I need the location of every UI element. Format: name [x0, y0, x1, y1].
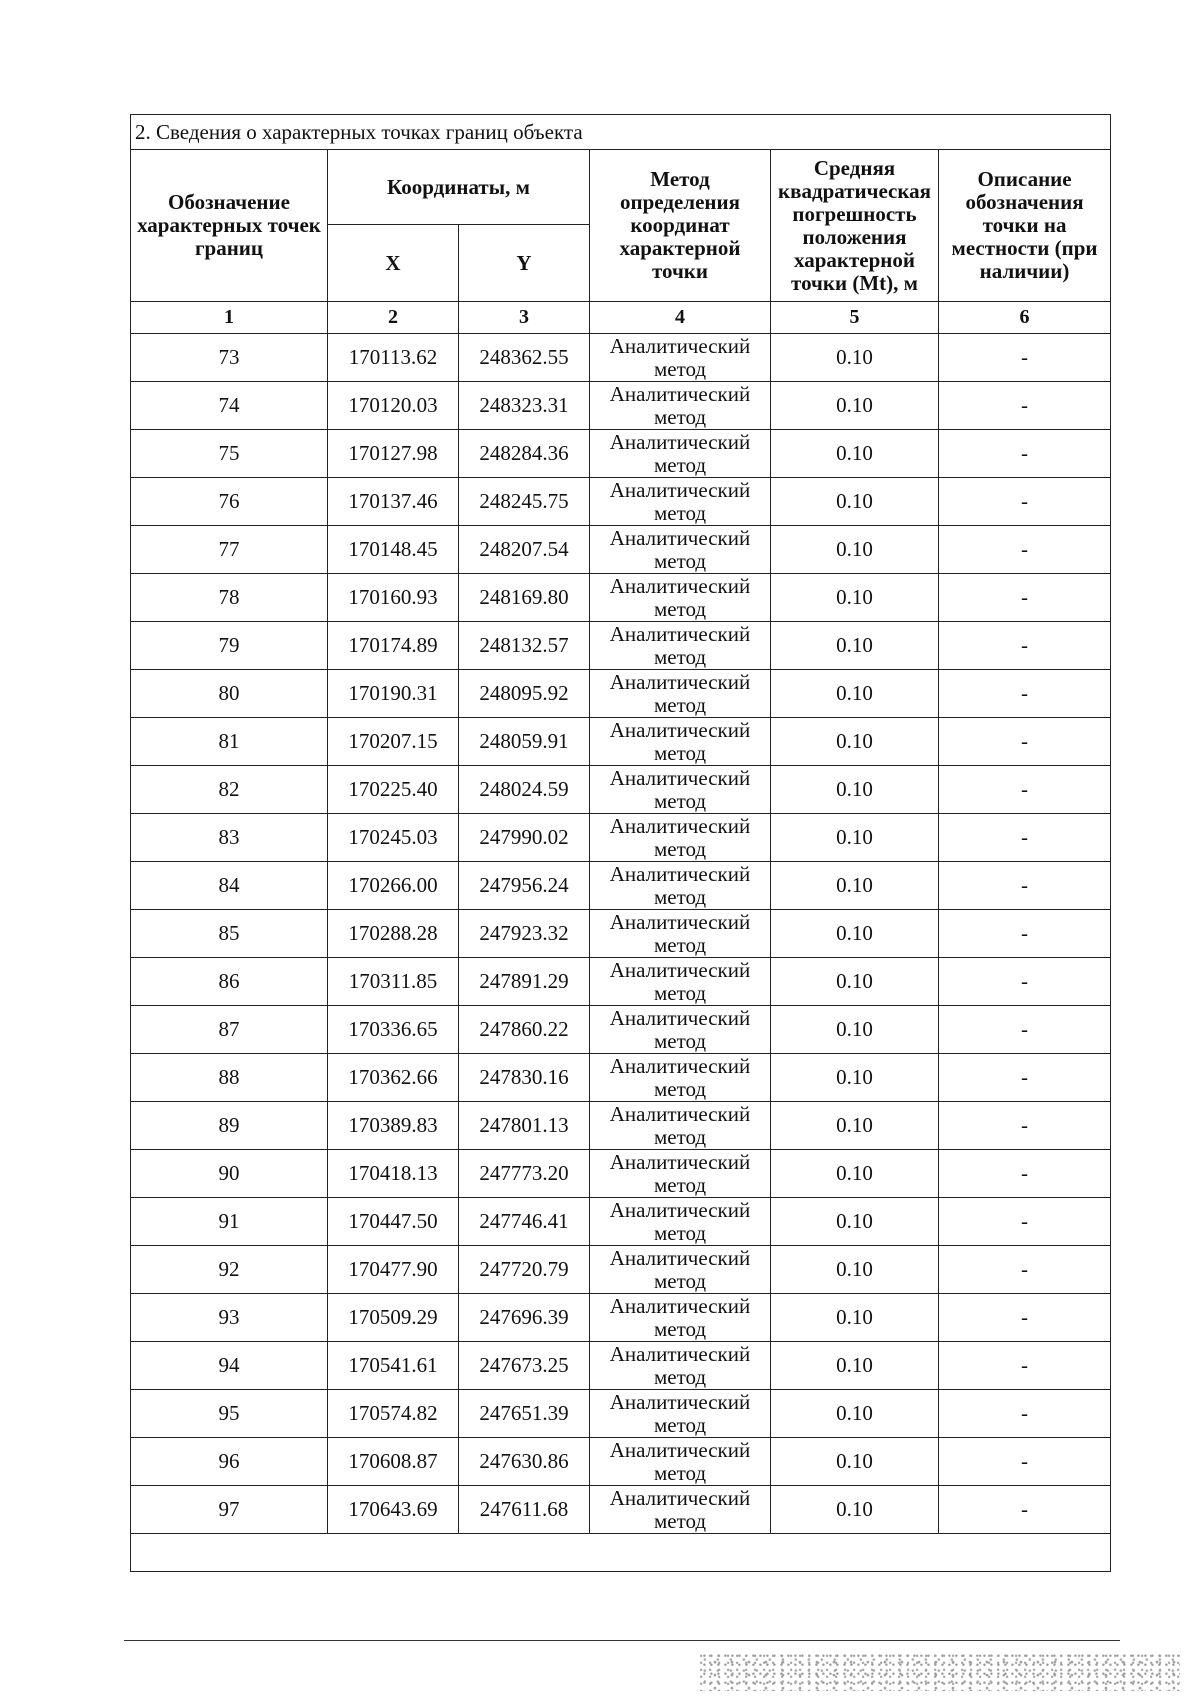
error-cell: 0.10 — [771, 382, 939, 430]
description-cell: - — [939, 478, 1111, 526]
x-cell: 170190.31 — [328, 670, 459, 718]
table-row — [131, 1150, 1111, 1198]
point-cell: 80 — [131, 670, 328, 718]
point-cell: 74 — [131, 382, 328, 430]
error-cell: 0.10 — [771, 430, 939, 478]
table-row — [131, 1006, 1111, 1054]
error-cell: 0.10 — [771, 1486, 939, 1534]
description-cell: - — [939, 1150, 1111, 1198]
header-y: Y — [459, 225, 590, 302]
x-cell: 170477.90 — [328, 1246, 459, 1294]
method-cell: Аналитический метод — [590, 430, 771, 478]
method-cell: Аналитический метод — [590, 1150, 771, 1198]
y-cell: 247746.41 — [459, 1198, 590, 1246]
document-sheet — [130, 114, 1110, 1572]
method-cell: Аналитический метод — [590, 526, 771, 574]
table-row — [131, 574, 1111, 622]
table-row — [131, 766, 1111, 814]
point-cell: 91 — [131, 1198, 328, 1246]
y-cell: 248059.91 — [459, 718, 590, 766]
table-row — [131, 1102, 1111, 1150]
column-number: 6 — [939, 302, 1111, 334]
point-cell: 92 — [131, 1246, 328, 1294]
y-cell: 247773.20 — [459, 1150, 590, 1198]
method-cell: Аналитический метод — [590, 1054, 771, 1102]
point-cell: 84 — [131, 862, 328, 910]
y-cell: 248024.59 — [459, 766, 590, 814]
footer-rule — [124, 1640, 1120, 1641]
point-cell: 88 — [131, 1054, 328, 1102]
description-cell: - — [939, 1006, 1111, 1054]
header-row-top — [131, 150, 1111, 225]
y-cell: 248284.36 — [459, 430, 590, 478]
error-cell: 0.10 — [771, 766, 939, 814]
column-numbers-row — [131, 302, 1111, 334]
header-description: Описание обозначения точки на местности (при наличии) — [939, 150, 1111, 302]
column-number: 4 — [590, 302, 771, 334]
x-cell: 170418.13 — [328, 1150, 459, 1198]
error-cell: 0.10 — [771, 334, 939, 382]
error-cell: 0.10 — [771, 1246, 939, 1294]
method-cell: Аналитический метод — [590, 574, 771, 622]
point-cell: 87 — [131, 1006, 328, 1054]
x-cell: 170311.85 — [328, 958, 459, 1006]
point-cell: 81 — [131, 718, 328, 766]
x-cell: 170207.15 — [328, 718, 459, 766]
x-cell: 170120.03 — [328, 382, 459, 430]
x-cell: 170541.61 — [328, 1342, 459, 1390]
y-cell: 247720.79 — [459, 1246, 590, 1294]
description-cell: - — [939, 622, 1111, 670]
x-cell: 170225.40 — [328, 766, 459, 814]
table-row — [131, 430, 1111, 478]
table-row — [131, 334, 1111, 382]
point-cell: 75 — [131, 430, 328, 478]
y-cell: 247801.13 — [459, 1102, 590, 1150]
header-x: X — [328, 225, 459, 302]
error-cell: 0.10 — [771, 670, 939, 718]
point-cell: 96 — [131, 1438, 328, 1486]
x-cell: 170362.66 — [328, 1054, 459, 1102]
method-cell: Аналитический метод — [590, 622, 771, 670]
point-cell: 94 — [131, 1342, 328, 1390]
y-cell: 248323.31 — [459, 382, 590, 430]
description-cell: - — [939, 1102, 1111, 1150]
method-cell: Аналитический метод — [590, 1438, 771, 1486]
description-cell: - — [939, 670, 1111, 718]
point-cell: 83 — [131, 814, 328, 862]
header-method: Метод определения координат характерной точки — [590, 150, 771, 302]
error-cell: 0.10 — [771, 1054, 939, 1102]
header-designation: Обозначение характерных точек границ — [131, 150, 328, 302]
method-cell: Аналитический метод — [590, 1102, 771, 1150]
method-cell: Аналитический метод — [590, 1198, 771, 1246]
description-cell: - — [939, 1342, 1111, 1390]
description-cell: - — [939, 1054, 1111, 1102]
error-cell: 0.10 — [771, 910, 939, 958]
column-number: 2 — [328, 302, 459, 334]
error-cell: 0.10 — [771, 862, 939, 910]
x-cell: 170160.93 — [328, 574, 459, 622]
method-cell: Аналитический метод — [590, 814, 771, 862]
x-cell: 170245.03 — [328, 814, 459, 862]
y-cell: 247696.39 — [459, 1294, 590, 1342]
table-row — [131, 958, 1111, 1006]
header-coordinates: Координаты, м — [328, 150, 590, 225]
column-number: 5 — [771, 302, 939, 334]
x-cell: 170447.50 — [328, 1198, 459, 1246]
table-row — [131, 478, 1111, 526]
table-row — [131, 910, 1111, 958]
description-cell: - — [939, 430, 1111, 478]
method-cell: Аналитический метод — [590, 958, 771, 1006]
description-cell: - — [939, 1246, 1111, 1294]
method-cell: Аналитический метод — [590, 1294, 771, 1342]
description-cell: - — [939, 526, 1111, 574]
x-cell: 170174.89 — [328, 622, 459, 670]
x-cell: 170148.45 — [328, 526, 459, 574]
column-number: 3 — [459, 302, 590, 334]
table-row — [131, 526, 1111, 574]
point-cell: 82 — [131, 766, 328, 814]
description-cell: - — [939, 958, 1111, 1006]
x-cell: 170127.98 — [328, 430, 459, 478]
y-cell: 247923.32 — [459, 910, 590, 958]
error-cell: 0.10 — [771, 1198, 939, 1246]
y-cell: 247956.24 — [459, 862, 590, 910]
section-title-row — [131, 115, 1111, 150]
method-cell: Аналитический метод — [590, 1006, 771, 1054]
description-cell: - — [939, 1486, 1111, 1534]
error-cell: 0.10 — [771, 478, 939, 526]
empty-row — [131, 1534, 1111, 1572]
point-cell: 76 — [131, 478, 328, 526]
x-cell: 170336.65 — [328, 1006, 459, 1054]
description-cell: - — [939, 1198, 1111, 1246]
point-cell: 95 — [131, 1390, 328, 1438]
y-cell: 248207.54 — [459, 526, 590, 574]
point-cell: 77 — [131, 526, 328, 574]
method-cell: Аналитический метод — [590, 910, 771, 958]
y-cell: 247860.22 — [459, 1006, 590, 1054]
x-cell: 170113.62 — [328, 334, 459, 382]
scan-noise — [700, 1653, 1180, 1691]
error-cell: 0.10 — [771, 814, 939, 862]
error-cell: 0.10 — [771, 1102, 939, 1150]
description-cell: - — [939, 382, 1111, 430]
boundary-points-table — [130, 114, 1111, 1572]
method-cell: Аналитический метод — [590, 1342, 771, 1390]
error-cell: 0.10 — [771, 1294, 939, 1342]
table-row — [131, 670, 1111, 718]
description-cell: - — [939, 718, 1111, 766]
y-cell: 247891.29 — [459, 958, 590, 1006]
y-cell: 247630.86 — [459, 1438, 590, 1486]
method-cell: Аналитический метод — [590, 1246, 771, 1294]
y-cell: 248362.55 — [459, 334, 590, 382]
x-cell: 170137.46 — [328, 478, 459, 526]
x-cell: 170574.82 — [328, 1390, 459, 1438]
description-cell: - — [939, 574, 1111, 622]
x-cell: 170389.83 — [328, 1102, 459, 1150]
description-cell: - — [939, 910, 1111, 958]
table-row — [131, 1486, 1111, 1534]
method-cell: Аналитический метод — [590, 382, 771, 430]
method-cell: Аналитический метод — [590, 670, 771, 718]
error-cell: 0.10 — [771, 622, 939, 670]
header-error: Средняя квадратическая погрешность положения характерной точки (Mt), м — [771, 150, 939, 302]
method-cell: Аналитический метод — [590, 1486, 771, 1534]
point-cell: 73 — [131, 334, 328, 382]
table-row — [131, 1198, 1111, 1246]
section-title: 2. Сведения о характерных точках границ объекта — [131, 115, 1111, 150]
x-cell: 170266.00 — [328, 862, 459, 910]
x-cell: 170509.29 — [328, 1294, 459, 1342]
table-row — [131, 1342, 1111, 1390]
table-row — [131, 814, 1111, 862]
y-cell: 248095.92 — [459, 670, 590, 718]
table-row — [131, 718, 1111, 766]
point-cell: 85 — [131, 910, 328, 958]
y-cell: 247611.68 — [459, 1486, 590, 1534]
description-cell: - — [939, 334, 1111, 382]
error-cell: 0.10 — [771, 1342, 939, 1390]
point-cell: 97 — [131, 1486, 328, 1534]
description-cell: - — [939, 1438, 1111, 1486]
x-cell: 170608.87 — [328, 1438, 459, 1486]
point-cell: 93 — [131, 1294, 328, 1342]
error-cell: 0.10 — [771, 718, 939, 766]
method-cell: Аналитический метод — [590, 478, 771, 526]
point-cell: 79 — [131, 622, 328, 670]
y-cell: 248245.75 — [459, 478, 590, 526]
method-cell: Аналитический метод — [590, 334, 771, 382]
y-cell: 248132.57 — [459, 622, 590, 670]
error-cell: 0.10 — [771, 526, 939, 574]
y-cell: 248169.80 — [459, 574, 590, 622]
empty-cell — [131, 1534, 1111, 1572]
method-cell: Аналитический метод — [590, 766, 771, 814]
method-cell: Аналитический метод — [590, 1390, 771, 1438]
y-cell: 247830.16 — [459, 1054, 590, 1102]
y-cell: 247673.25 — [459, 1342, 590, 1390]
method-cell: Аналитический метод — [590, 718, 771, 766]
table-row — [131, 1390, 1111, 1438]
x-cell: 170288.28 — [328, 910, 459, 958]
table-row — [131, 1438, 1111, 1486]
table-row — [131, 382, 1111, 430]
table-row — [131, 862, 1111, 910]
error-cell: 0.10 — [771, 1390, 939, 1438]
description-cell: - — [939, 1294, 1111, 1342]
table-row — [131, 1246, 1111, 1294]
y-cell: 247651.39 — [459, 1390, 590, 1438]
description-cell: - — [939, 862, 1111, 910]
method-cell: Аналитический метод — [590, 862, 771, 910]
error-cell: 0.10 — [771, 1150, 939, 1198]
description-cell: - — [939, 766, 1111, 814]
y-cell: 247990.02 — [459, 814, 590, 862]
table-row — [131, 622, 1111, 670]
point-cell: 89 — [131, 1102, 328, 1150]
point-cell: 90 — [131, 1150, 328, 1198]
table-row — [131, 1054, 1111, 1102]
description-cell: - — [939, 1390, 1111, 1438]
error-cell: 0.10 — [771, 574, 939, 622]
error-cell: 0.10 — [771, 1006, 939, 1054]
table-row — [131, 1294, 1111, 1342]
description-cell: - — [939, 814, 1111, 862]
error-cell: 0.10 — [771, 958, 939, 1006]
column-number: 1 — [131, 302, 328, 334]
x-cell: 170643.69 — [328, 1486, 459, 1534]
point-cell: 86 — [131, 958, 328, 1006]
error-cell: 0.10 — [771, 1438, 939, 1486]
point-cell: 78 — [131, 574, 328, 622]
